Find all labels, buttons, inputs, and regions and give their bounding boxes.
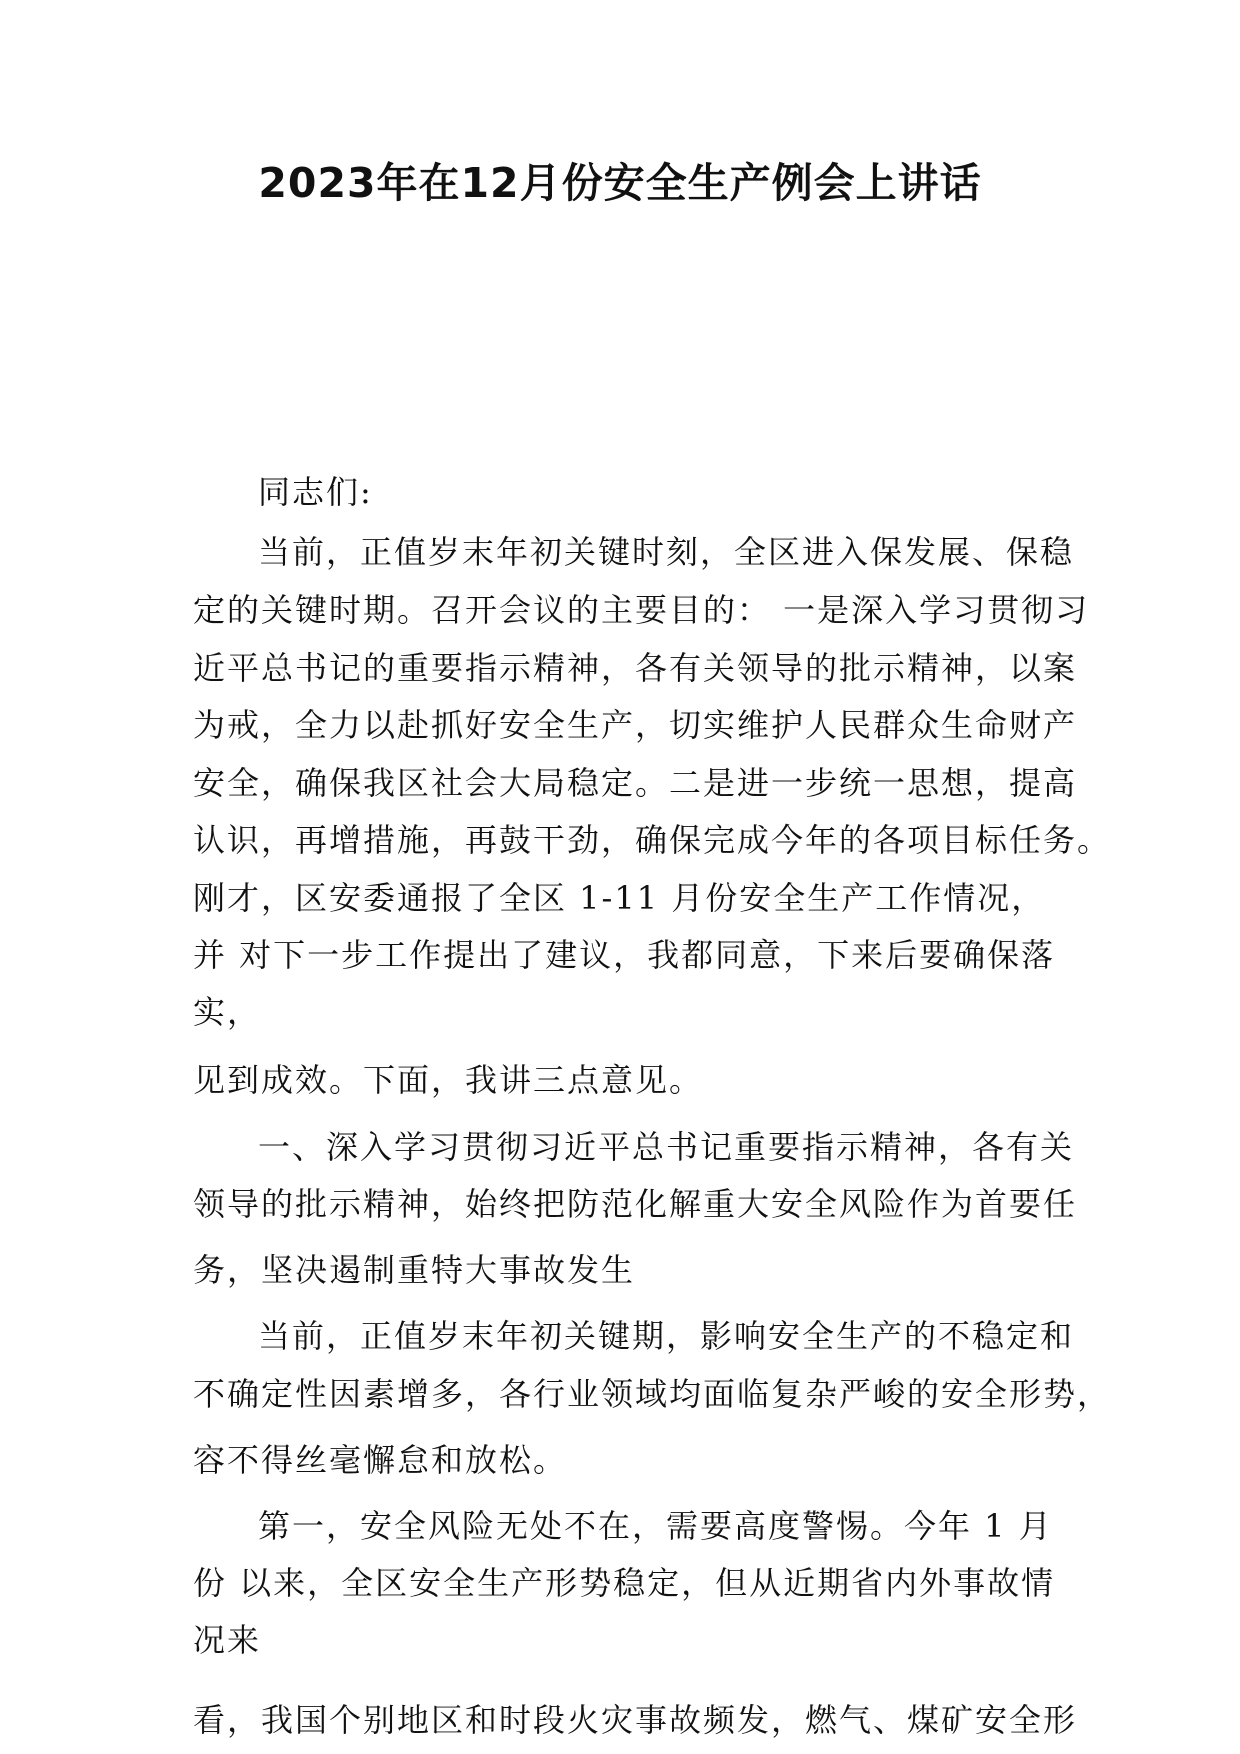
paragraph-line: 刚才，区安委通报了全区 1-11 月份安全生产工作情况，	[193, 879, 1046, 917]
paragraph-line: 份 以来，全区安全生产形势稳定，但从近期省内外事故情	[193, 1564, 1056, 1602]
paragraph-line: 实，	[193, 993, 262, 1031]
paragraph-line: 安全，确保我区社会大局稳定。二是进一步统一思想，提高	[193, 764, 1078, 802]
paragraph-line: 为戒，全力以赴抓好安全生产，切实维护人民群众生命财产	[193, 706, 1078, 744]
salutation: 同志们:	[258, 473, 373, 511]
paragraph-line: 况来	[193, 1621, 262, 1659]
paragraph-line: 看，我国个别地区和时段火灾事故频发，燃气、煤矿安全形	[193, 1701, 1078, 1739]
paragraph-line: 第一，安全风险无处不在，需要高度警惕。今年 1 月	[258, 1507, 1053, 1545]
paragraph-line: 定的关键时期。召开会议的主要目的： 一是深入学习贯彻习	[193, 591, 1090, 629]
paragraph-line: 并 对下一步工作提出了建议，我都同意，下来后要确保落	[193, 936, 1056, 974]
paragraph-line: 认识，再增措施，再鼓干劲，确保完成今年的各项目标任务。	[193, 821, 1112, 859]
paragraph-line: 近平总书记的重要指示精神，各有关领导的批示精神，以案	[193, 649, 1078, 687]
section-heading-line: 一、深入学习贯彻习近平总书记重要指示精神，各有关	[258, 1128, 1075, 1166]
paragraph-line: 当前，正值岁末年初关键期，影响安全生产的不稳定和	[258, 1317, 1075, 1355]
paragraph-line: 当前，正值岁末年初关键时刻，全区进入保发展、保稳	[258, 533, 1075, 571]
paragraph-line: 容不得丝毫懈怠和放松。	[193, 1441, 568, 1479]
paragraph-line: 不确定性因素增多，各行业领域均面临复杂严峻的安全形势，	[193, 1375, 1112, 1413]
document-title: 2023年在12月份安全生产例会上讲话	[258, 159, 982, 207]
section-heading-line: 领导的批示精神，始终把防范化解重大安全风险作为首要任	[193, 1185, 1078, 1223]
paragraph-line: 见到成效。下面，我讲三点意见。	[193, 1061, 704, 1099]
section-heading-line: 务，坚决遏制重特大事故发生	[193, 1251, 636, 1289]
